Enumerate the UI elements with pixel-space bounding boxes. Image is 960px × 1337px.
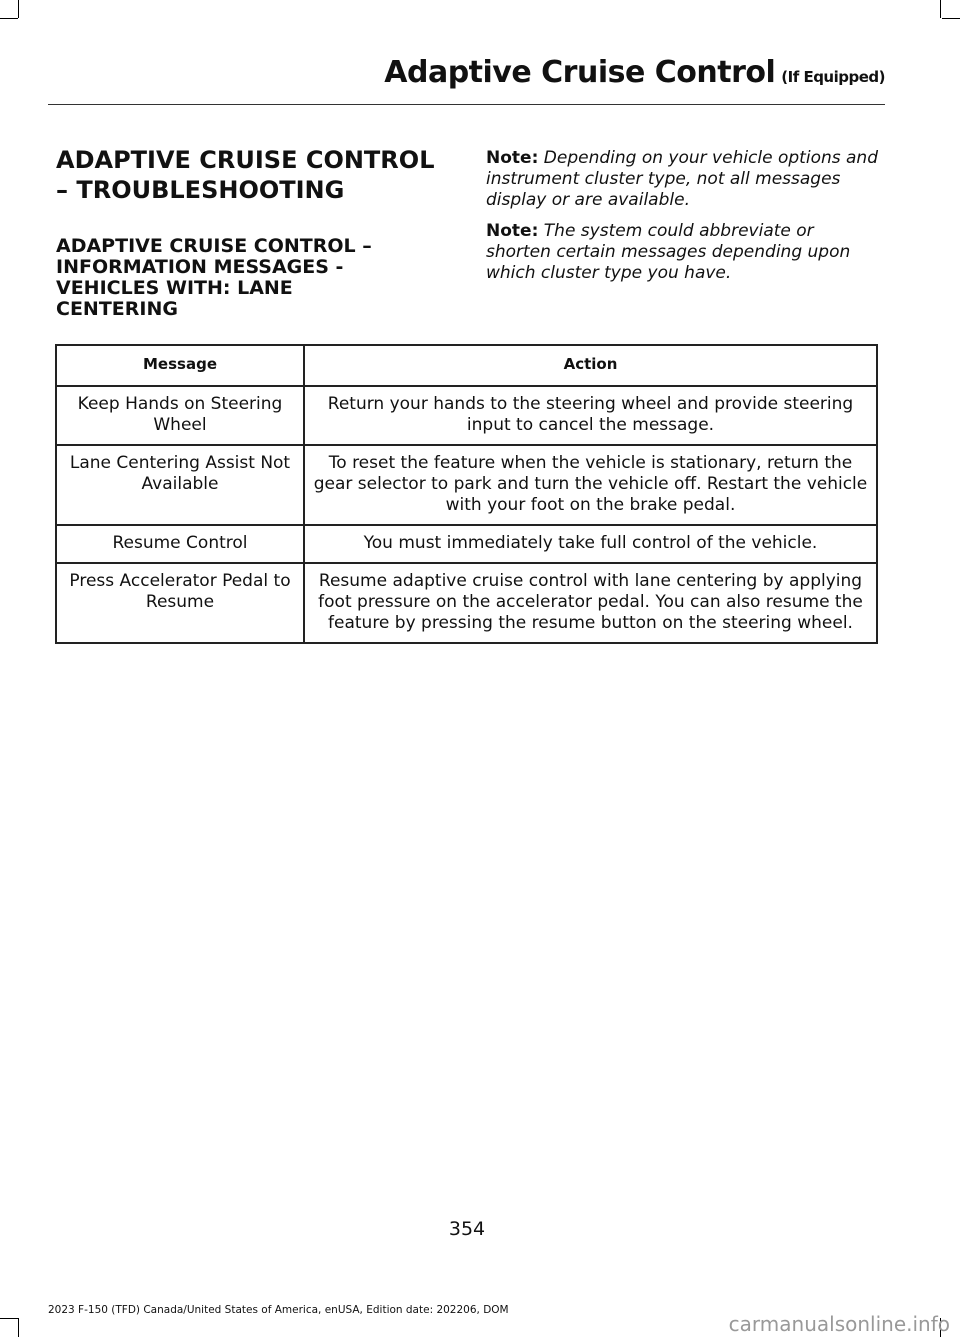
crop-mark-top-right-h xyxy=(942,18,960,19)
crop-mark-top-left xyxy=(18,0,19,18)
note-2-text: The system could abbreviate or shorten certain messages depending upon which cluster type you have. xyxy=(486,221,851,283)
table-row xyxy=(56,445,877,525)
section-title xyxy=(56,145,456,205)
footer-edition-info: 2023 F-150 (TFD) Canada/United States of America, enUSA, Edition date: 202206, DOM xyxy=(48,1304,509,1316)
note-1-label: Note: xyxy=(486,148,539,168)
column-header-message: Message xyxy=(56,345,304,386)
watermark: carmanualsonline.info xyxy=(728,1312,950,1336)
crop-mark-top-right xyxy=(940,0,941,18)
note-1 xyxy=(486,148,881,211)
messages-table xyxy=(55,344,878,644)
message-cell: Resume Control xyxy=(56,525,304,563)
table-header-row xyxy=(56,345,877,386)
message-cell: Lane Centering Assist Not Available xyxy=(56,445,304,525)
header-title: Adaptive Cruise Control xyxy=(384,55,776,90)
action-cell: To reset the feature when the vehicle is stationary, return the gear selector to park and turn the vehicle off. Restart the vehicle with your foot on the brake pedal. xyxy=(304,445,877,525)
action-cell: Resume adaptive cruise control with lane centering by applying foot pressure on the accelerator pedal. You can also resume the feature by pressing the resume button on the steering wheel. xyxy=(304,563,877,643)
crop-mark-top-left-h xyxy=(0,18,18,19)
table-row xyxy=(56,525,877,563)
section-title-line2: – TROUBLESHOOTING xyxy=(56,176,345,204)
column-header-action: Action xyxy=(304,345,877,386)
page-number: 354 xyxy=(448,1218,486,1240)
table-row xyxy=(56,386,877,445)
action-cell: You must immediately take full control of the vehicle. xyxy=(304,525,877,563)
message-cell: Press Accelerator Pedal to Resume xyxy=(56,563,304,643)
crop-mark-bottom-left-h xyxy=(0,1318,18,1319)
section-subtitle-line2: INFORMATION MESSAGES - xyxy=(56,256,344,278)
page-header xyxy=(0,55,885,90)
header-subtitle: (If Equipped) xyxy=(781,68,885,86)
note-2-label: Note: xyxy=(486,221,539,241)
section-subtitle-line1: ADAPTIVE CRUISE CONTROL – xyxy=(56,235,372,257)
table-row xyxy=(56,563,877,643)
action-cell: Return your hands to the steering wheel and provide steering input to cancel the message. xyxy=(304,386,877,445)
note-1-text: Depending on your vehicle options and instrument cluster type, not all messages display or are available. xyxy=(486,148,878,210)
section-subtitle-line3: VEHICLES WITH: LANE xyxy=(56,277,293,299)
note-2 xyxy=(486,221,881,284)
header-rule xyxy=(48,104,885,105)
crop-mark-bottom-left xyxy=(18,1318,19,1337)
section-subtitle xyxy=(56,236,436,320)
section-subtitle-line4: CENTERING xyxy=(56,298,178,320)
section-title-line1: ADAPTIVE CRUISE CONTROL xyxy=(56,146,435,174)
message-cell: Keep Hands on Steering Wheel xyxy=(56,386,304,445)
